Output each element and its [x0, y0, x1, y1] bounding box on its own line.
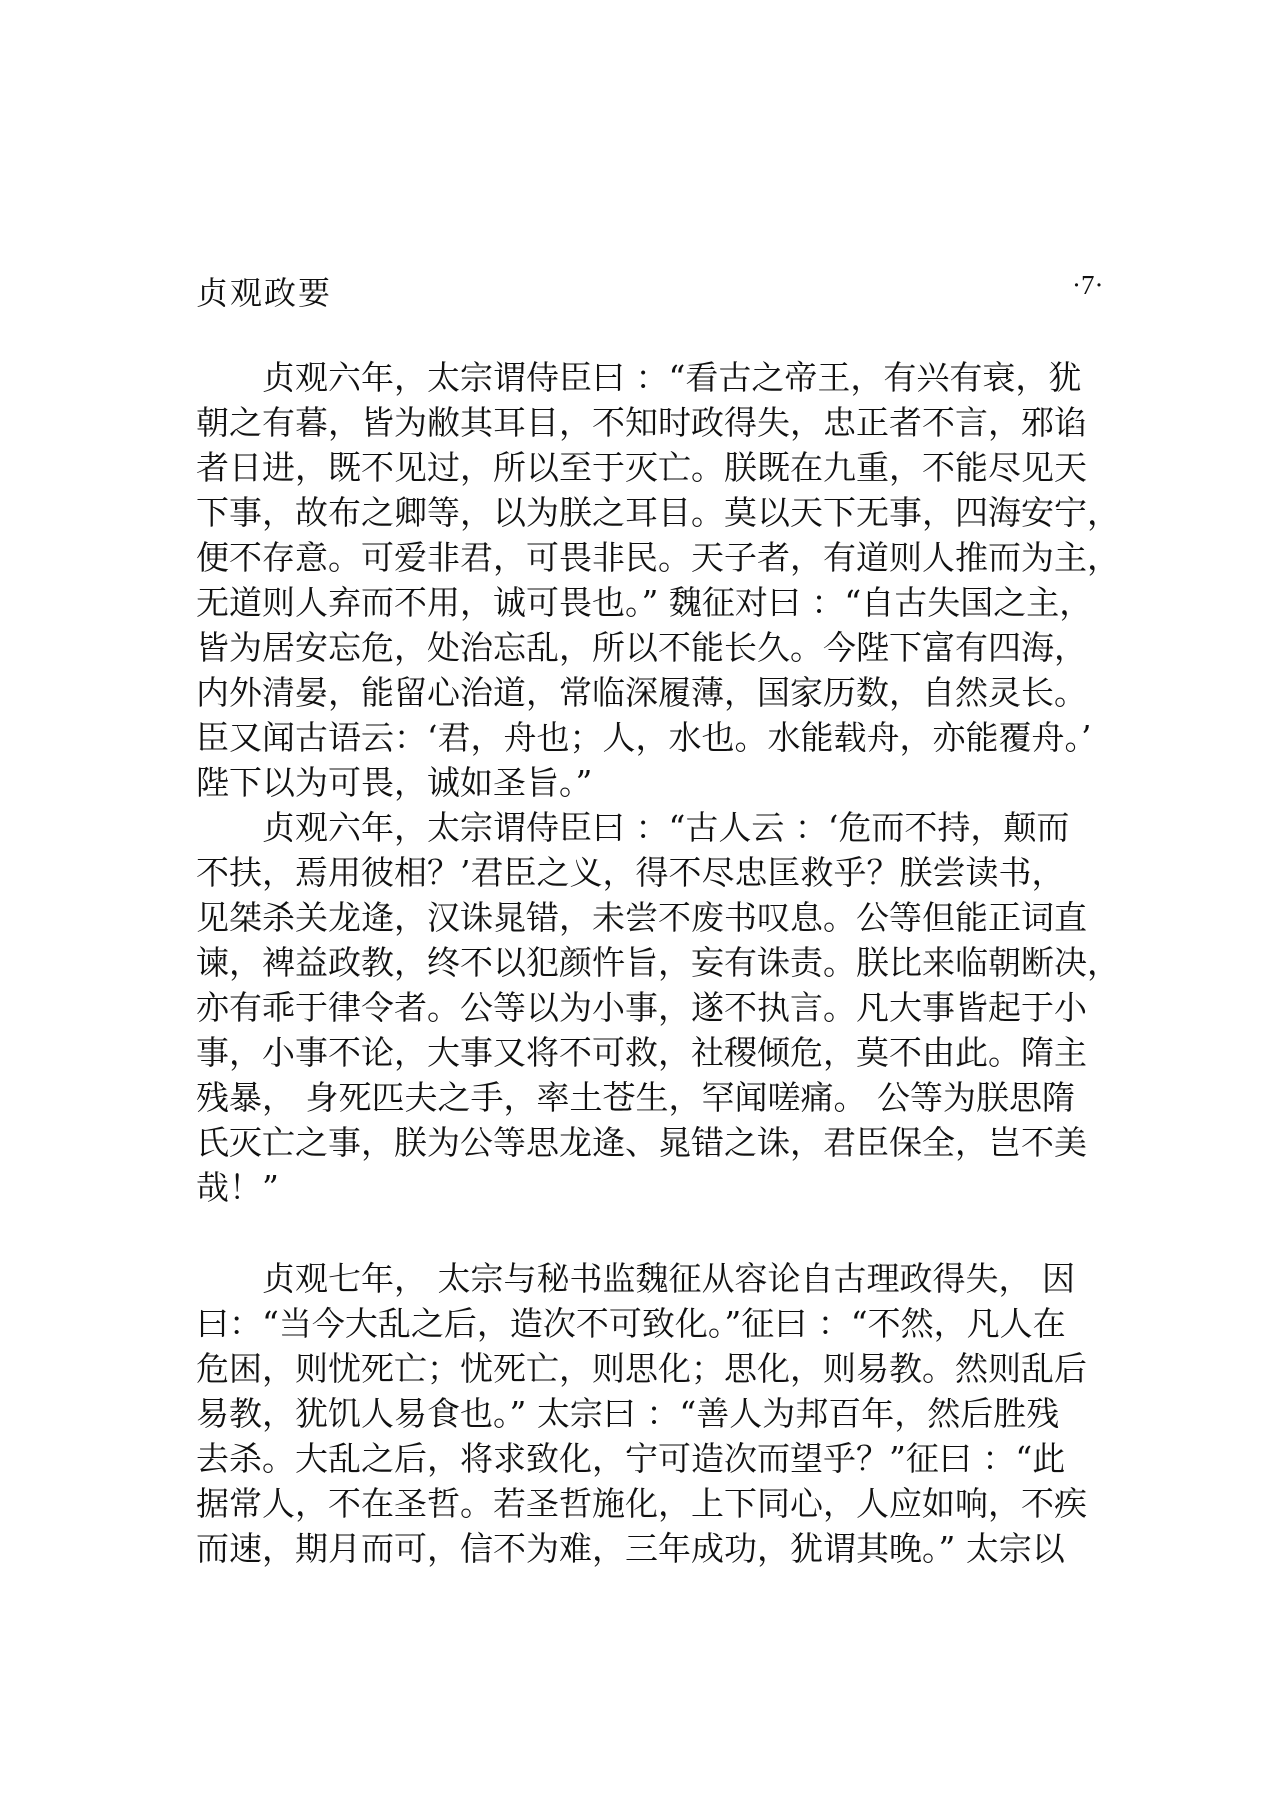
- text-line: 皆为居安忘危，处治忘乱，所以不能长久。今陛下富有四海，: [196, 628, 1087, 667]
- text-line: 事，小事不论，大事又将不可救，社稷倾危，莫不由此。隋主: [196, 1033, 1087, 1072]
- text-line: 见桀杀关龙逄，汉诛晁错，未尝不废书叹息。公等但能正词直: [196, 898, 1087, 937]
- text-line: 贞观六年，太宗谓侍臣曰 ：“看古之帝王，有兴有衰，犹: [262, 358, 1082, 397]
- paragraph-3: [196, 1256, 1106, 1571]
- text-line: 残暴， 身死匹夫之手，率土苍生，罕闻嗟痛。 公等为朕思隋: [196, 1078, 1075, 1117]
- text-line: 哉！”: [196, 1168, 279, 1207]
- text-line: 氏灭亡之事，朕为公等思龙逄、晁错之诛，君臣保全，岂不美: [196, 1123, 1087, 1162]
- text-line: 陛下以为可畏，诚如圣旨。”: [196, 763, 593, 802]
- text-line: 臣又闻古语云：‘君，舟也；人，水也。水能载舟，亦能覆舟。’: [196, 718, 1092, 757]
- text-line: 贞观六年，太宗谓侍臣曰 ：“古人云 ：‘危而不持，颠而: [262, 808, 1070, 847]
- body-text: [196, 355, 1120, 1571]
- text-line: 内外清晏，能留心治道，常临深履薄，国家历数，自然灵长。: [196, 673, 1087, 712]
- text-line: 谏，裨益政教，终不以犯颜忤旨，妄有诛责。朕比来临朝断决，: [196, 943, 1120, 982]
- text-line: 曰：“当今大乱之后，造次不可致化。”征曰 ：“不然，凡人在: [196, 1304, 1066, 1343]
- paragraph-1: [196, 355, 1120, 805]
- text-line: 据常人，不在圣哲。若圣哲施化，上下同心，人应如响，不疾: [196, 1484, 1087, 1523]
- text-line: 朝之有暮，皆为敝其耳目，不知时政得失，忠正者不言，邪谄: [196, 403, 1087, 442]
- text-line: 贞观七年， 太宗与秘书监魏征从容论自古理政得失， 因: [262, 1259, 1075, 1298]
- text-line: 易教，犹饥人易食也。” 太宗曰 ：“善人为邦百年，然后胜残: [196, 1394, 1060, 1433]
- text-line: 下事，故布之卿等，以为朕之耳目。莫以天下无事，四海安宁，: [196, 493, 1120, 532]
- text-line: 亦有乖于律令者。公等以为小事，遂不执言。凡大事皆起于小: [196, 988, 1087, 1027]
- text-line: 无道则人弃而不用，诚可畏也。” 魏征对曰 ：“自古失国之主，: [196, 583, 1093, 622]
- text-line: 而速，期月而可，信不为难，三年成功，犹谓其晚。” 太宗以: [196, 1529, 1065, 1568]
- text-line: 不扶，焉用彼相？’君臣之义，得不尽忠匡救乎？朕尝读书，: [196, 853, 1065, 892]
- text-line: 去杀。大乱之后，将求致化，宁可造次而望乎？”征曰 ：“此: [196, 1439, 1066, 1478]
- page-number: ·7·: [1072, 270, 1104, 300]
- text-line: 危困，则忧死亡；忧死亡，则思化；思化，则易教。然则乱后: [196, 1349, 1087, 1388]
- text-line: 便不存意。可爱非君，可畏非民。天子者，有道则人推而为主，: [196, 538, 1120, 577]
- running-header-title: 贞观政要: [196, 274, 333, 312]
- text-line: 者日进，既不见过，所以至于灭亡。朕既在九重，不能尽见天: [196, 448, 1087, 487]
- paragraph-2: [196, 805, 1120, 1210]
